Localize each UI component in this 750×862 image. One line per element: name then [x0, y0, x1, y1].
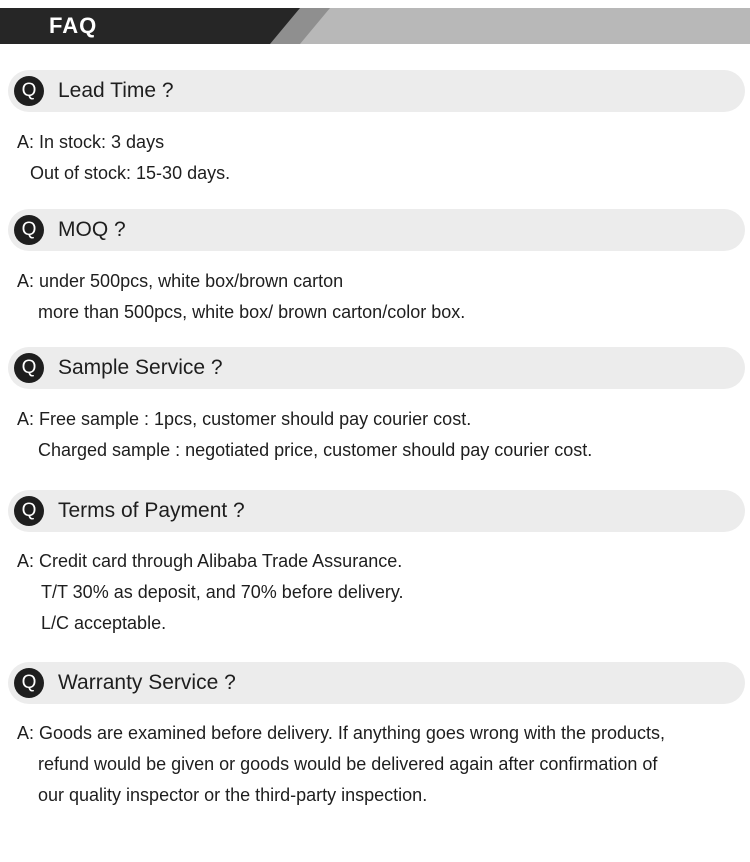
- faq-question-warranty-service: [8, 662, 745, 704]
- faq-answer-warranty-service: [17, 718, 732, 811]
- q-icon: Q: [14, 215, 44, 245]
- answer-line: more than 500pcs, white box/ brown carton/color box.: [38, 302, 466, 322]
- question-text: MOQ ?: [58, 218, 126, 241]
- q-icon: Q: [14, 76, 44, 106]
- answer-line: A: Credit card through Alibaba Trade Assurance.: [17, 551, 403, 571]
- faq-answer-sample-service: [17, 404, 732, 466]
- faq-question-lead-time: [8, 70, 745, 112]
- faq-question-sample-service: [8, 347, 745, 389]
- question-text: Lead Time ?: [58, 79, 174, 102]
- faq-header-banner: [0, 8, 750, 44]
- answer-line: A: Goods are examined before delivery. If anything goes wrong with the products,: [17, 723, 666, 743]
- faq-title: FAQ: [49, 13, 98, 38]
- answer-line: A: Free sample : 1pcs, customer should pay courier cost.: [17, 409, 472, 429]
- q-icon: Q: [14, 668, 44, 698]
- question-text: Terms of Payment ?: [58, 499, 245, 522]
- answer-line: Out of stock: 15-30 days.: [30, 163, 231, 183]
- answer-line: refund would be given or goods would be delivered again after confirmation of: [38, 754, 658, 774]
- q-icon: Q: [14, 353, 44, 383]
- answer-line: Charged sample : negotiated price, customer should pay courier cost.: [38, 440, 593, 460]
- faq-question-moq: [8, 209, 745, 251]
- faq-answer-terms-of-payment: [17, 546, 732, 639]
- answer-line: A: under 500pcs, white box/brown carton: [17, 271, 344, 291]
- faq-answer-lead-time: [17, 127, 732, 189]
- answer-line: A: In stock: 3 days: [17, 132, 165, 152]
- answer-line: L/C acceptable.: [41, 613, 167, 633]
- question-text: Sample Service ?: [58, 356, 223, 379]
- answer-line: T/T 30% as deposit, and 70% before delivery.: [41, 582, 404, 602]
- q-icon: Q: [14, 496, 44, 526]
- question-text: Warranty Service ?: [58, 671, 236, 694]
- answer-line: our quality inspector or the third-party inspection.: [38, 785, 428, 805]
- faq-question-terms-of-payment: [8, 490, 745, 532]
- faq-answer-moq: [17, 266, 732, 328]
- header-dark-tab: [0, 8, 300, 44]
